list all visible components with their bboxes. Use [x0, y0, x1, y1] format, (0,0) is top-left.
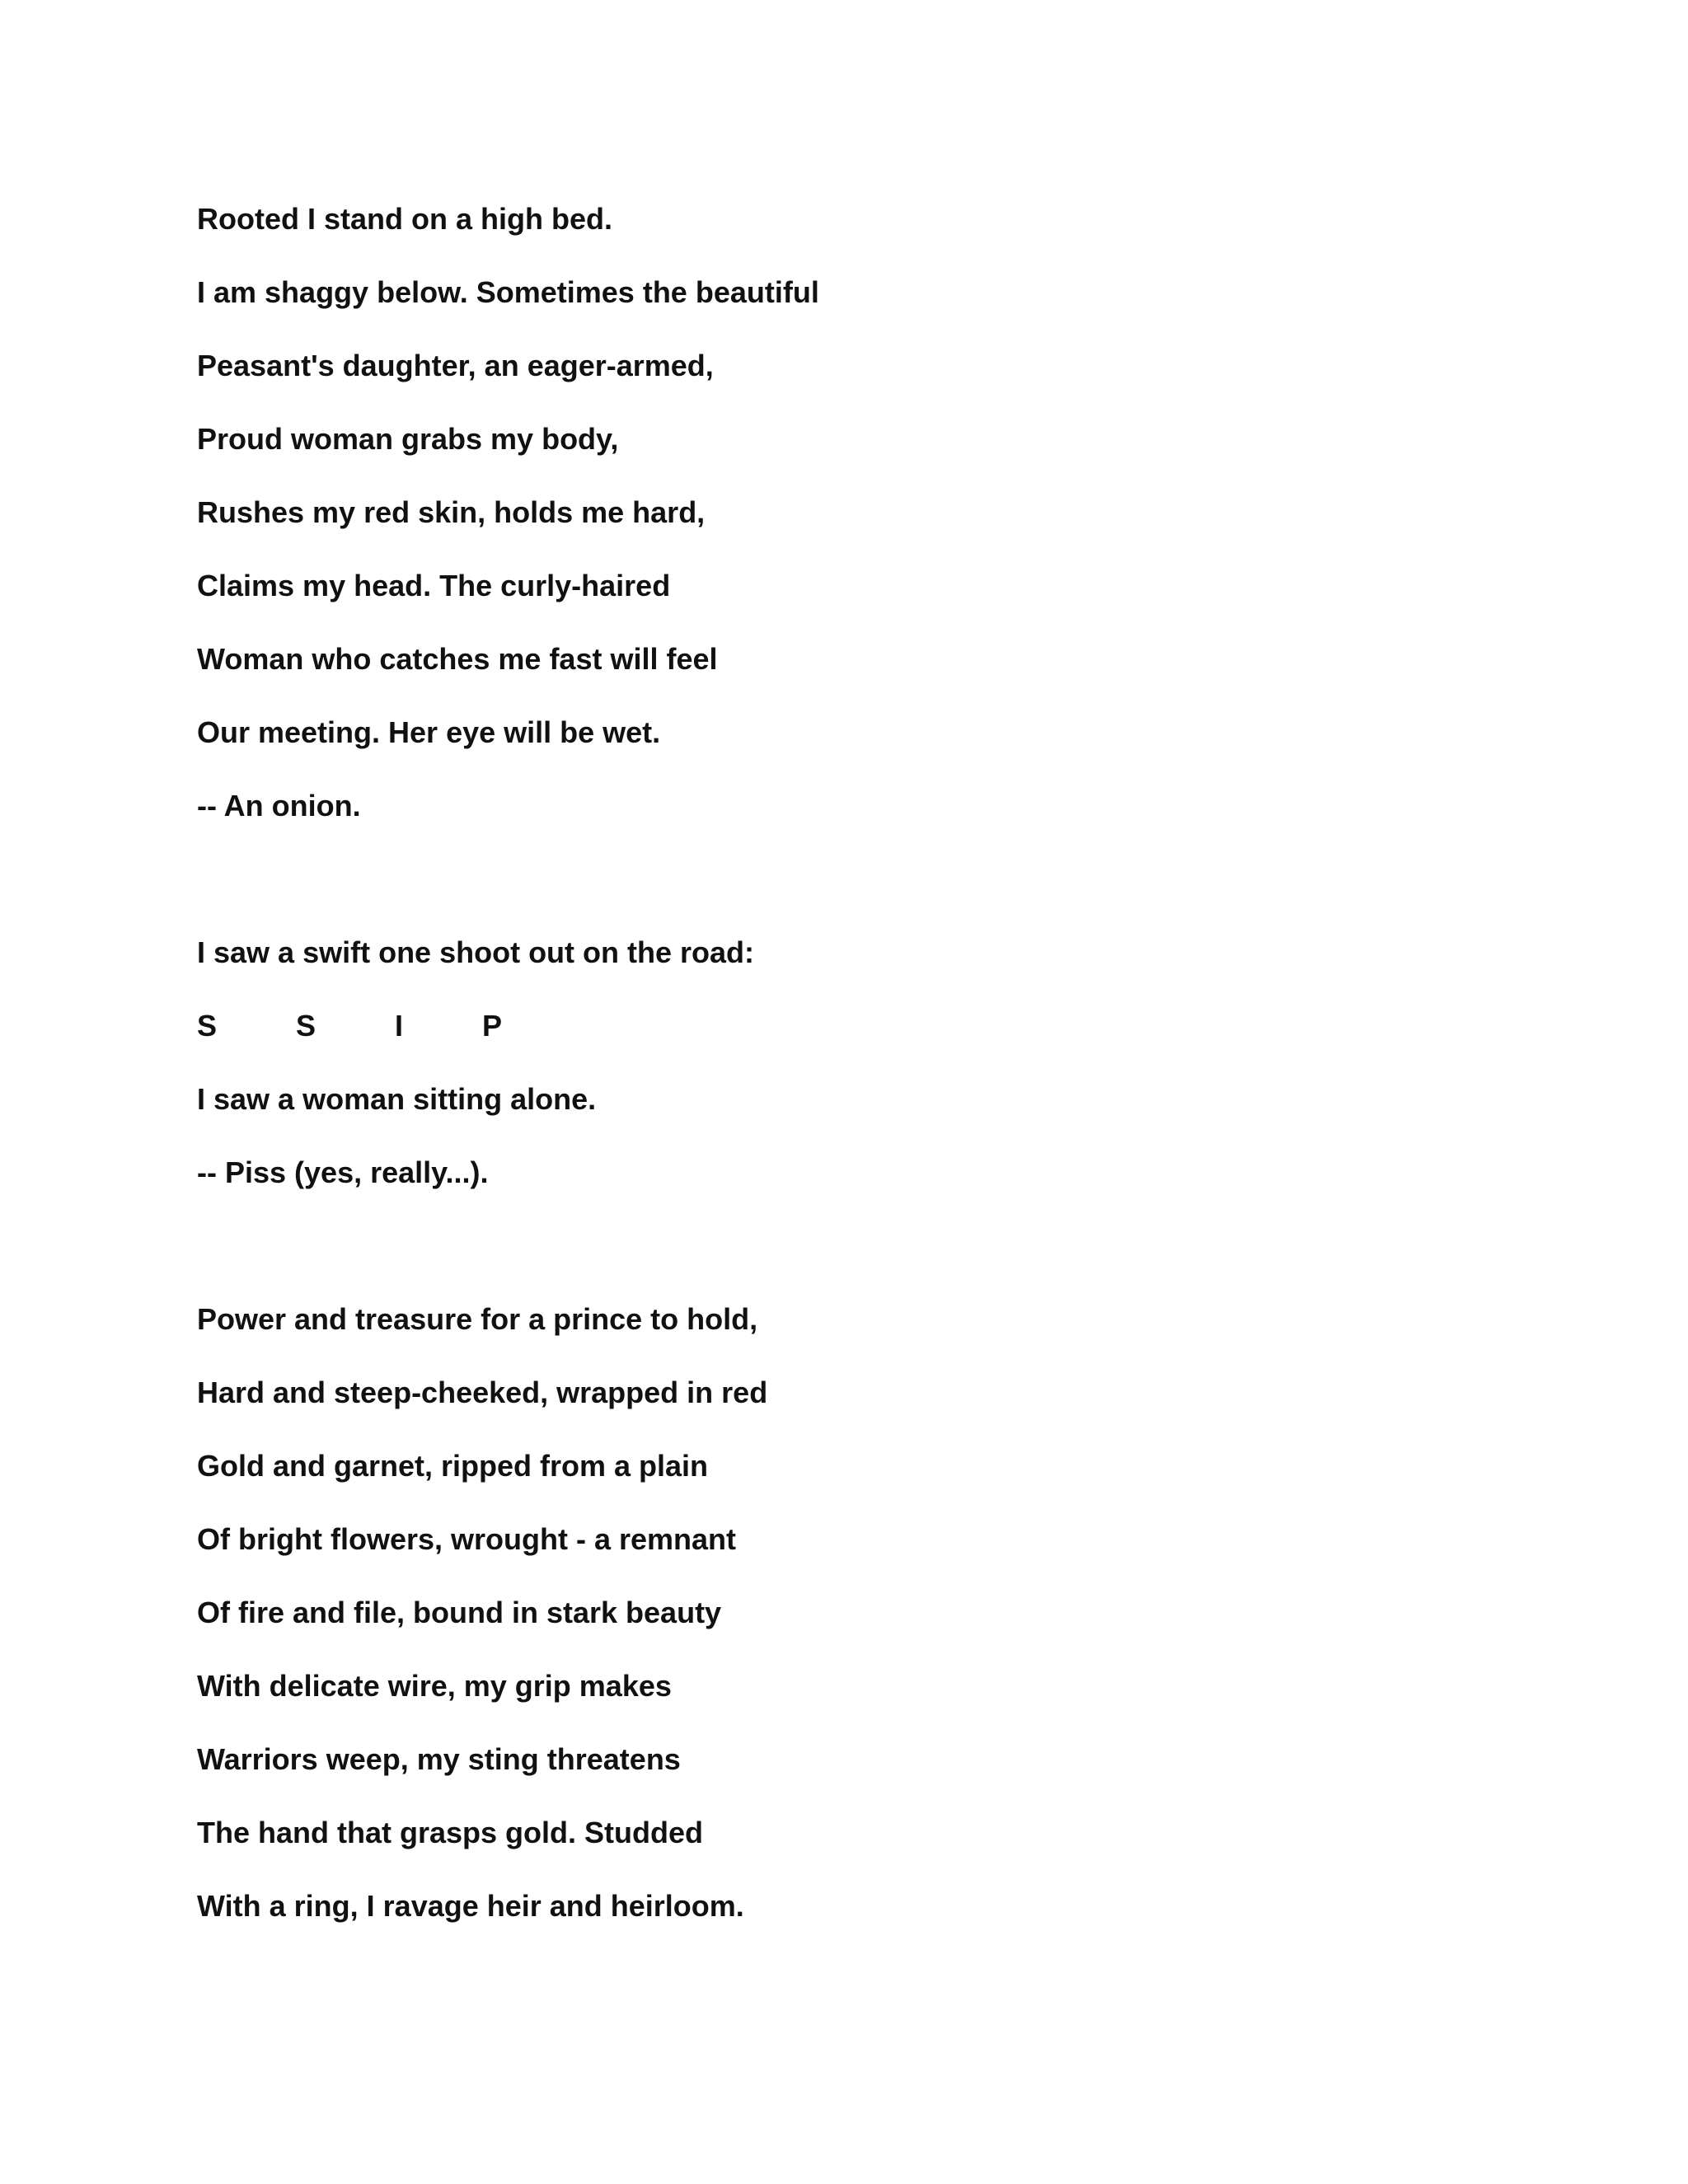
poem-line: I saw a woman sitting alone. [197, 1082, 597, 1116]
poem-line: Warriors weep, my sting threatens [197, 1742, 681, 1776]
poem-line: Claims my head. The curly-haired [197, 569, 671, 602]
riddle-piss-stanza [197, 928, 1516, 1221]
poem-line: Our meeting. Her eye will be wet. [197, 715, 661, 749]
poem-line: Of fire and file, bound in stark beauty [197, 1596, 722, 1629]
riddle-answer: -- Piss (yes, really...). [197, 1155, 489, 1189]
poem-line: Hard and steep-cheeked, wrapped in red [197, 1376, 768, 1409]
poem-line: Rushes my red skin, holds me hard, [197, 495, 706, 529]
stanza-divider [197, 1221, 1516, 1295]
poem-line: I saw a swift one shoot out on the road: [197, 935, 755, 969]
runic-letters: S S I P [197, 1009, 503, 1043]
riddle-onion-stanza [197, 194, 1516, 855]
poem-line: Rooted I stand on a high bed. [197, 202, 612, 236]
poem-line: Woman who catches me fast will feel [197, 642, 718, 676]
poem-line: Power and treasure for a prince to hold, [197, 1302, 758, 1336]
poem-text [197, 194, 1516, 1955]
poem-line: I am shaggy below. Sometimes the beautiful [197, 275, 819, 309]
riddle-sword-stanza [197, 1295, 1516, 1955]
poem-line: With delicate wire, my grip makes [197, 1669, 672, 1703]
poem-line: Proud woman grabs my body, [197, 422, 619, 456]
riddle-answer: -- An onion. [197, 789, 361, 823]
poem-line: With a ring, I ravage heir and heirloom. [197, 1889, 744, 1923]
poem-line: Peasant's daughter, an eager-armed, [197, 349, 714, 382]
poem-line: The hand that grasps gold. Studded [197, 1816, 704, 1849]
poem-line: Gold and garnet, ripped from a plain [197, 1449, 709, 1483]
stanza-divider [197, 855, 1516, 928]
poem-line: Of bright flowers, wrought - a remnant [197, 1522, 737, 1556]
